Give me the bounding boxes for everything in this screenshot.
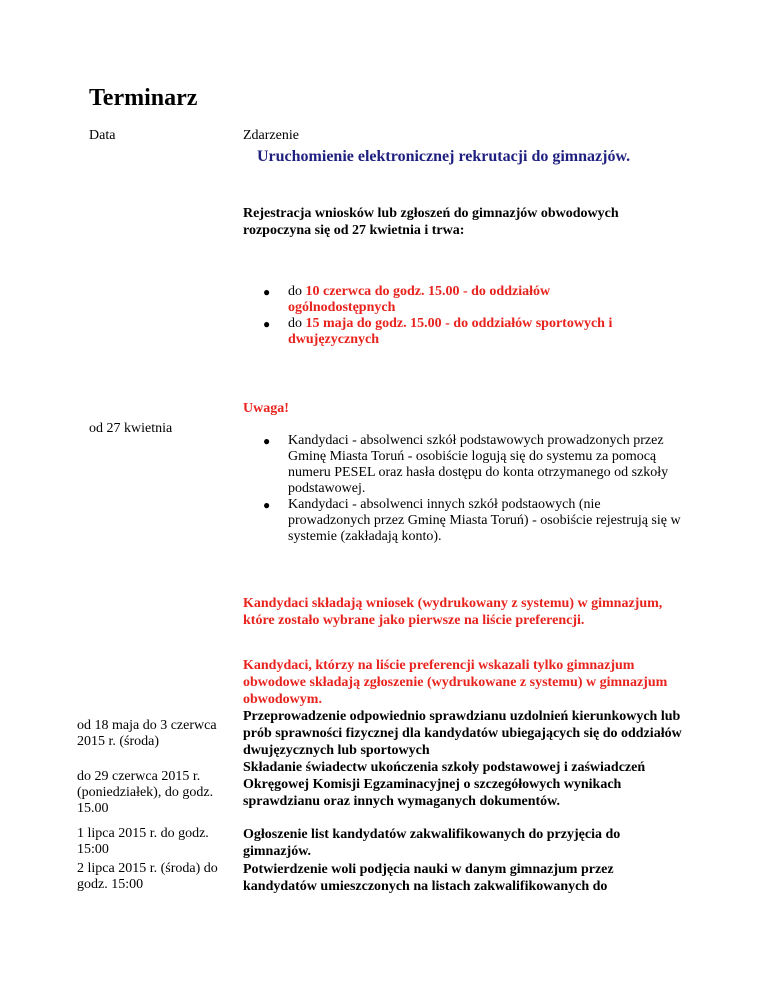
page-title: Terminarz (89, 85, 198, 111)
note-item-text: Kandydaci - absolwenci innych szkół podstaowych (nie prowadzonych przez Gminę Miasta Toruń) - osobiście rejestrują się w systemie (zakładają konto). (288, 497, 681, 544)
event-headline-text: Uruchomienie elektronicznej rekrutacji do gimnazjów. (257, 148, 631, 165)
column-header-date: Data (89, 128, 116, 143)
list-item (263, 497, 683, 545)
schedule-date: do 29 czerwca 2015 r. (poniedziałek), do godz. 15.00 (77, 769, 214, 816)
bullet-icon: ● (263, 285, 271, 299)
schedule-event: Przeprowadzenie odpowiednio sprawdzianu uzdolnień kierunkowych lub prób sprawności fizycznej dla kandydatów ubiegających się do oddziałów dwujęzycznych lub sportowych (243, 709, 682, 758)
bullet-icon: ● (263, 498, 271, 512)
column-header-event: Zdarzenie (243, 128, 299, 143)
schedule-date: 2 lipca 2015 r. (środa) do godz. 15:00 (77, 861, 218, 892)
deadline-list (263, 284, 618, 348)
schedule-event: Potwierdzenie woli podjęcia nauki w danym gimnazjum przez kandydatów umieszczonych na listach zakwalifikowanych do (243, 862, 614, 894)
deadline-text: do godz. 15.00 - do oddziałów ogólnodostępnych (288, 284, 551, 315)
note-date: od 27 kwietnia (89, 421, 173, 436)
bullet-icon: ● (263, 434, 271, 448)
schedule-event: Ogłoszenie list kandydatów zakwalifikowanych do przyjęcia do gimnazjów. (243, 827, 621, 859)
list-item (263, 316, 618, 348)
bullet-icon: ● (263, 317, 271, 331)
registration-intro: Rejestracja wniosków lub zgłoszeń do gimnazjów obwodowych rozpoczyna się od 27 kwietnia i trwa: (243, 206, 619, 238)
deadline-date: 15 maja (305, 316, 354, 331)
note-list (263, 433, 683, 545)
event-headline (243, 147, 643, 166)
note-item-text: Kandydaci - absolwenci szkół podstawowych prowadzonych przez Gminę Miasta Toruń - osobiście logują się do systemu za pomocą numeru PESEL oraz hasła dostępu do konta otrzymanego od szkoły podstawowej. (288, 433, 669, 496)
deadline-prefix: do (288, 284, 306, 299)
list-item (263, 284, 618, 316)
deadline-date: 10 czerwca (305, 284, 372, 299)
schedule-date: od 18 maja do 3 czerwca 2015 r. (środa) (77, 718, 217, 749)
schedule-event: Składanie świadectw ukończenia szkoły podstawowej i zaświadczeń Okręgowej Komisji Egzaminacyjnej o szczegółowych wynikach sprawdzianu oraz innych wymaganych dokumentów. (243, 760, 646, 809)
schedule-date: 1 lipca 2015 r. do godz. 15:00 (77, 826, 209, 857)
deadline-prefix: do (288, 316, 306, 331)
list-item (263, 433, 683, 497)
deadline-text: do godz. 15.00 - do oddziałów sportowych i dwujęzycznych (288, 316, 613, 347)
note-label: Uwaga! (243, 401, 289, 416)
red-paragraph-2: Kandydaci, którzy na liście preferencji wskazali tylko gimnazjum obwodowe składają zgłoszenie (wydrukowane z systemu) w gimnazjum obwodowym. (243, 658, 668, 707)
red-paragraph-1: Kandydaci składają wniosek (wydrukowany z systemu) w gimnazjum, które zostało wybrane jako pierwsze na liście preferencji. (243, 596, 663, 628)
